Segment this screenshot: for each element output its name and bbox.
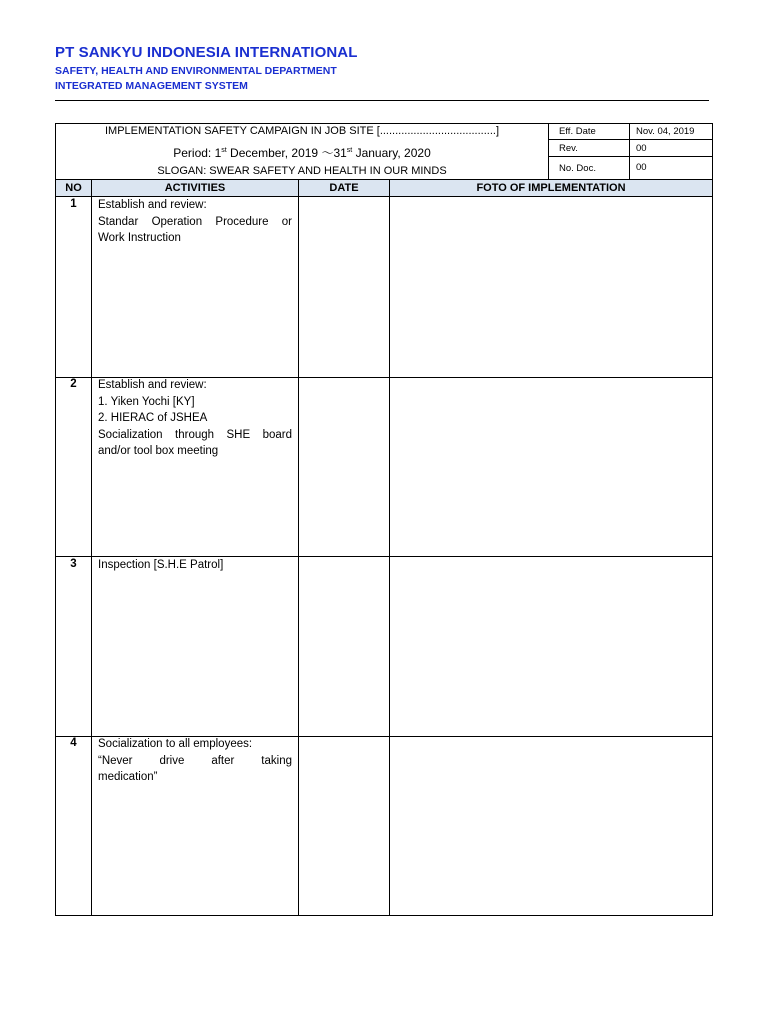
- activity-line: and/or tool box meeting: [98, 445, 219, 457]
- row-number: 3: [70, 558, 77, 570]
- system-name: INTEGRATED MANAGEMENT SYSTEM: [55, 80, 248, 92]
- row-number: 4: [70, 737, 77, 749]
- activity-line: Socialization through SHE board: [98, 428, 292, 441]
- activity-cell: [98, 197, 292, 247]
- column-header-no: NO: [56, 180, 91, 196]
- activity-line: medication”: [98, 771, 158, 783]
- row-number: 1: [70, 198, 77, 210]
- column-divider-no: [91, 180, 92, 915]
- meta-column-divider: [629, 124, 630, 180]
- meta-row-divider: [548, 139, 712, 140]
- header-divider: [55, 100, 709, 101]
- rev-value: 00: [636, 143, 647, 154]
- column-header-activities: ACTIVITIES: [92, 180, 298, 196]
- department-name: SAFETY, HEALTH AND ENVIRONMENTAL DEPARTMENT: [55, 65, 337, 77]
- activity-line: Inspection [S.H.E Patrol]: [98, 559, 224, 571]
- campaign-slogan: SLOGAN: SWEAR SAFETY AND HEALTH IN OUR MINDS: [157, 165, 447, 177]
- title-block: [56, 124, 548, 179]
- activity-line: 2. HIERAC of JSHEA: [98, 412, 208, 424]
- column-header-date: DATE: [299, 180, 389, 196]
- activity-line: “Never drive after taking: [98, 754, 292, 767]
- activity-line: 1. Yiken Yochi [KY]: [98, 395, 195, 408]
- activity-line: Establish and review:: [98, 199, 207, 211]
- row-number: 2: [70, 378, 77, 390]
- column-divider-date: [389, 180, 390, 915]
- activity-line: Establish and review:: [98, 379, 207, 391]
- meta-row-divider: [548, 156, 712, 157]
- activity-cell: [98, 377, 292, 460]
- activity-line: Standar Operation Procedure or: [98, 215, 292, 228]
- activity-line: Socialization to all employees:: [98, 738, 253, 750]
- eff-date-label: Eff. Date: [559, 126, 596, 137]
- title-meta-divider: [548, 124, 549, 180]
- column-header-foto: FOTO OF IMPLEMENTATION: [390, 180, 712, 196]
- activity-cell: [98, 736, 292, 786]
- campaign-period: Period: 1st December, 2019 ～31st January, 2020: [173, 146, 431, 160]
- company-name: PT SANKYU INDONESIA INTERNATIONAL: [55, 44, 358, 61]
- rev-label: Rev.: [559, 143, 578, 154]
- no-doc-value: 00: [636, 162, 647, 173]
- activity-cell: [98, 557, 292, 574]
- eff-date-value: Nov. 04, 2019: [636, 126, 695, 137]
- campaign-title: IMPLEMENTATION SAFETY CAMPAIGN IN JOB SITE [......................................]: [104, 125, 500, 137]
- no-doc-label: No. Doc.: [559, 163, 596, 174]
- column-divider-activities: [298, 180, 299, 915]
- activity-line: Work Instruction: [98, 232, 181, 244]
